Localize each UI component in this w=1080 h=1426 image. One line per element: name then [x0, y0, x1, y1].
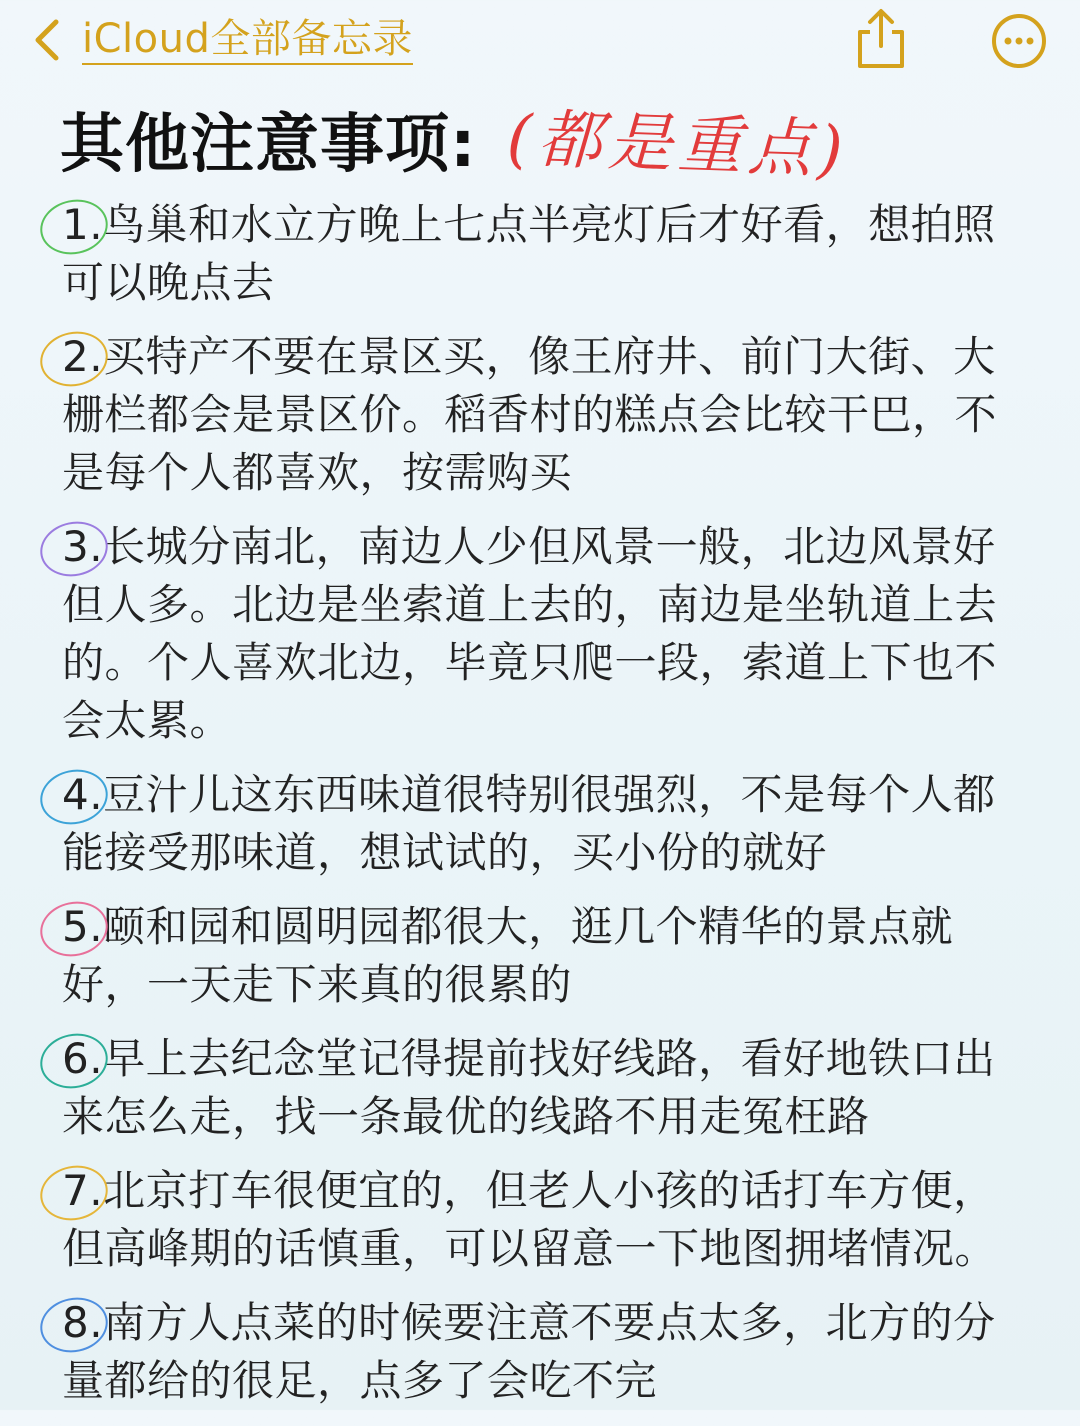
note-emphasis: (都是重点)	[505, 102, 850, 188]
note-item-7	[62, 1162, 1032, 1278]
note-item-text: 5.颐和园和圆明园都很大，逛几个精华的景点就好，一天走下来真的很累的	[62, 902, 954, 1009]
share-icon[interactable]	[852, 6, 910, 70]
nav-bar	[0, 0, 1080, 84]
note-item-5	[62, 898, 1032, 1014]
note-item-text: 8.南方人点菜的时候要注意不要点太多，北方的分量都给的很足，点多了会吃不完	[62, 1298, 996, 1405]
note-item-text: 4.豆汁儿这东西味道很特别很强烈，不是每个人都能接受那味道，想试试的，买小份的就好	[62, 770, 996, 877]
note-item-1	[62, 196, 1032, 312]
back-button[interactable]	[30, 12, 413, 68]
note-item-text: 3.长城分南北，南边人少但风景一般，北边风景好但人多。北边是坐索道上去的，南边是坐轨道上去的。个人喜欢北边，毕竟只爬一段，索道上下也不会太累。	[62, 522, 998, 745]
note-item-3	[62, 518, 1032, 750]
note-item-text: 1.鸟巢和水立方晚上七点半亮灯后才好看，想拍照可以晚点去	[62, 200, 996, 307]
note-item-text: 7.北京打车很便宜的，但老人小孩的话打车方便，但高峰期的话慎重，可以留意一下地图拥堵情况。	[62, 1166, 998, 1273]
note-item-text: 6.早上去纪念堂记得提前找好线路，看好地铁口出来怎么走，找一条最优的线路不用走冤枉路	[62, 1034, 996, 1141]
note-title-row	[60, 94, 850, 188]
chevron-left-icon	[30, 16, 64, 64]
note-item-4	[62, 766, 1032, 882]
note-item-6	[62, 1030, 1032, 1146]
note-body[interactable]	[62, 196, 1032, 1426]
note-item-8	[62, 1294, 1032, 1410]
back-label: iCloud全部备忘录	[82, 15, 413, 65]
note-item-2	[62, 328, 1032, 502]
note-title: 其他注意事项:	[60, 108, 477, 182]
more-icon[interactable]	[990, 12, 1048, 70]
note-item-text: 2.买特产不要在景区买，像王府井、前门大街、大栅栏都会是景区价。稻香村的糕点会比较干巴，不是每个人都喜欢，按需购买	[62, 332, 998, 497]
